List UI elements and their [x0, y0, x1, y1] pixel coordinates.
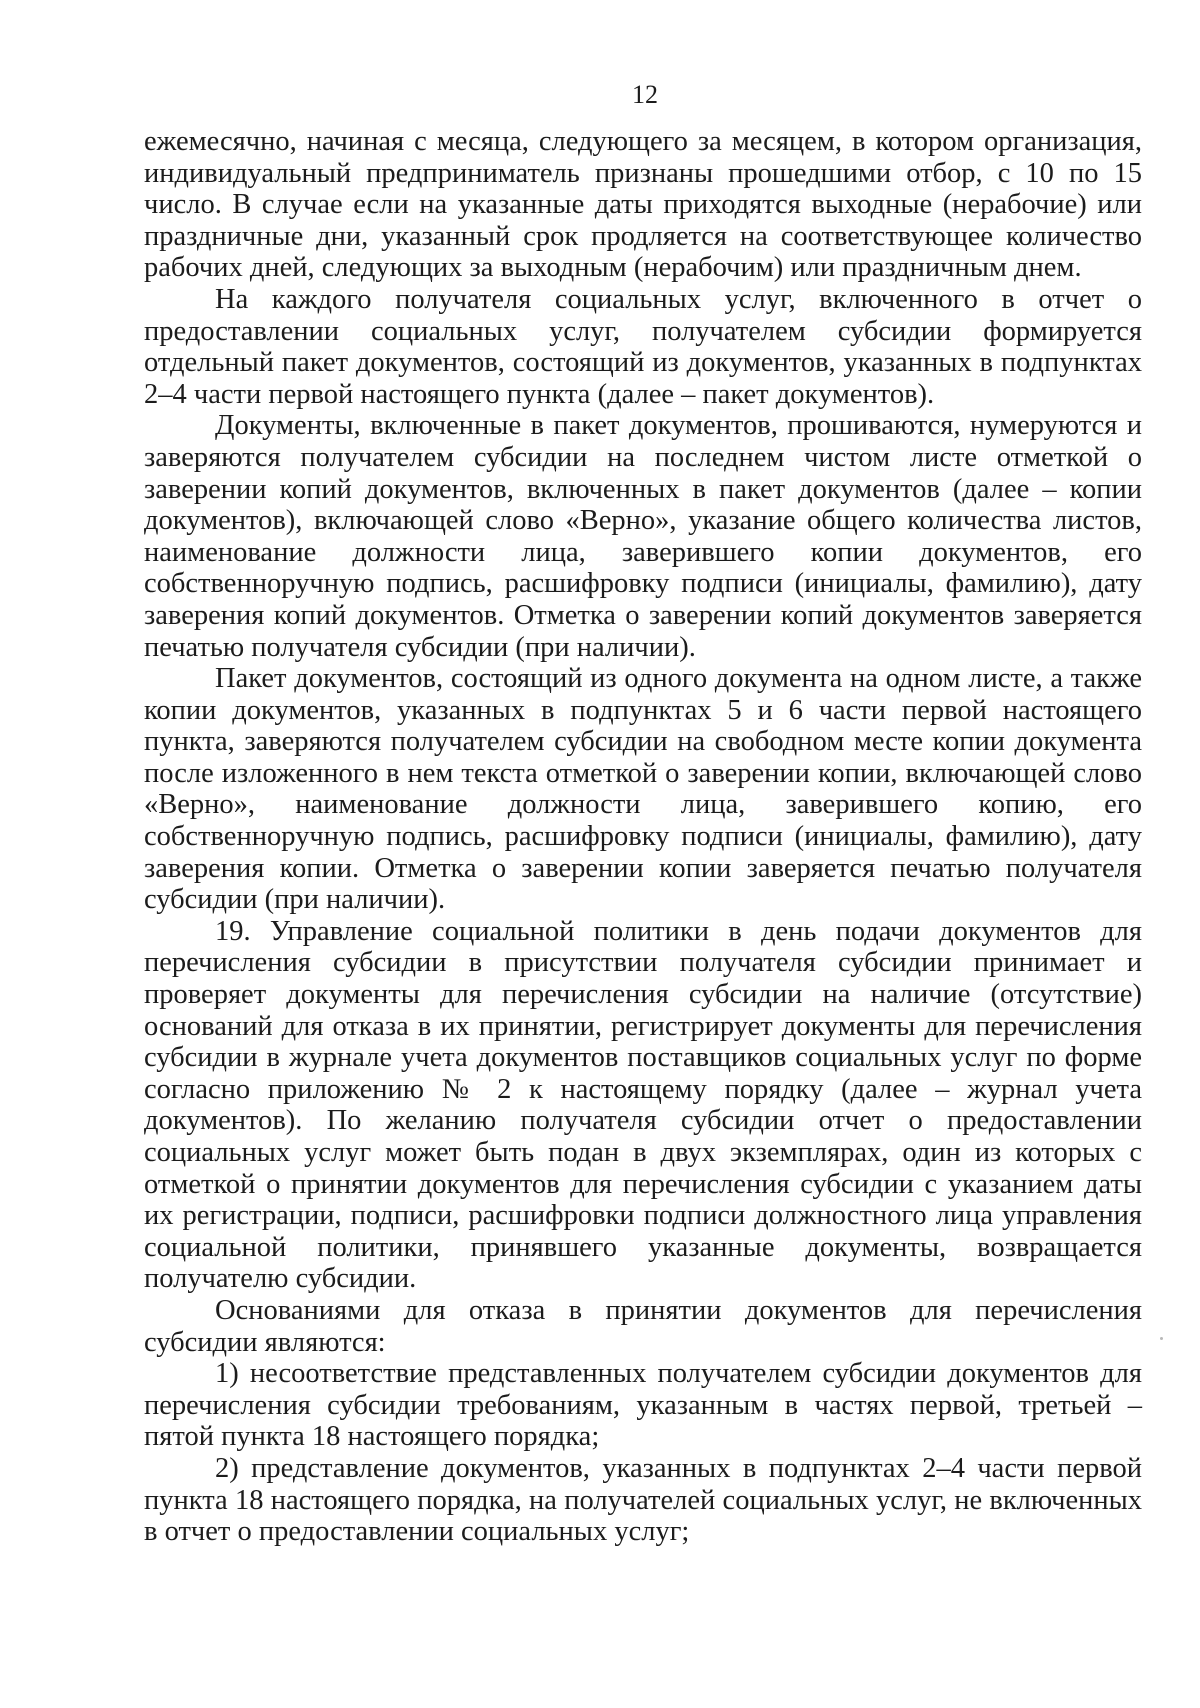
- paragraph-continuation: ежемесячно, начиная с месяца, следующего за месяцем, в котором организация, индивидуальный предприниматель признаны прошедшими отбор, с 10 по 15 число. В случае если на указанные даты приходятся выходные (нерабочие) или праздничные дни, указанный срок продляется на соответствующее количество рабочих дней, следующих за выходным (нерабочим) или праздничным днем.: [144, 126, 1142, 284]
- list-item-refusal-ground-2: 2) представление документов, указанных в подпунктах 2–4 части первой пункта 18 настоящего порядка, на получателей социальных услуг, не включенных в отчет о предоставлении социальных услуг;: [144, 1452, 1142, 1548]
- paragraph-section-19: 19. Управление социальной политики в день подачи документов для перечисления субсидии в присутствии получателя субсидии принимает и проверяет документы для перечисления субсидии на наличие (отсутствие) оснований для отказа в их принятии, регистрирует документы для перечисления субсидии в журнале учета документов поставщиков социальных услуг по форме согласно приложению № 2 к настоящему порядку (далее – журнал учета документов). По желанию получателя субсидии отчет о предоставлении социальных услуг может быть подан в двух экземплярах, один из которых с отметкой о принятии документов для перечисления субсидии с указанием даты их регистрации, подписи, расшифровки подписи должностного лица управления социальной политики, принявшего указанные документы, возвращается получателю субсидии.: [144, 915, 1142, 1295]
- paragraph-document-package: На каждого получателя социальных услуг, включенного в отчет о предоставлении социальных услуг, получателем субсидии формируется отдельный пакет документов, состоящий из документов, указанных в подпунктах 2–4 части первой настоящего пункта (далее – пакет документов).: [144, 283, 1142, 410]
- scan-speck: [1160, 1337, 1163, 1340]
- paragraph-certification-of-copies: Документы, включенные в пакет документов, прошиваются, нумеруются и заверяются получателем субсидии на последнем чистом листе отметкой о заверении копий документов, включенных в пакет документов (далее – копии документов), включающей слово «Верно», указание общего количества листов, наименование должности лица, заверившего копии документов, его собственноручную подпись, расшифровку подписи (инициалы, фамилию), дату заверения копий документов. Отметка о заверении копий документов заверяется печатью получателя субсидии (при наличии).: [144, 410, 1142, 663]
- paragraph-refusal-grounds-intro: Основаниями для отказа в принятии документов для перечисления субсидии являются:: [144, 1294, 1142, 1358]
- paragraph-single-sheet-package: Пакет документов, состоящий из одного документа на одном листе, а также копии документов, указанных в подпунктах 5 и 6 части первой настоящего пункта, заверяются получателем субсидии на свободном месте копии документа после изложенного в нем текста отметкой о заверении копии, включающей слово «Верно», наименование должности лица, заверившего копию, его собственноручную подпись, расшифровку подписи (инициалы, фамилию), дату заверения копии. Отметка о заверении копии заверяется печатью получателя субсидии (при наличии).: [144, 663, 1142, 916]
- document-body: [144, 126, 1142, 1548]
- page-number: 12: [632, 80, 658, 109]
- list-item-refusal-ground-1: 1) несоответствие представленных получателем субсидии документов для перечисления субсидии требованиям, указанным в частях первой, третьей – пятой пункта 18 настоящего порядка;: [144, 1358, 1142, 1453]
